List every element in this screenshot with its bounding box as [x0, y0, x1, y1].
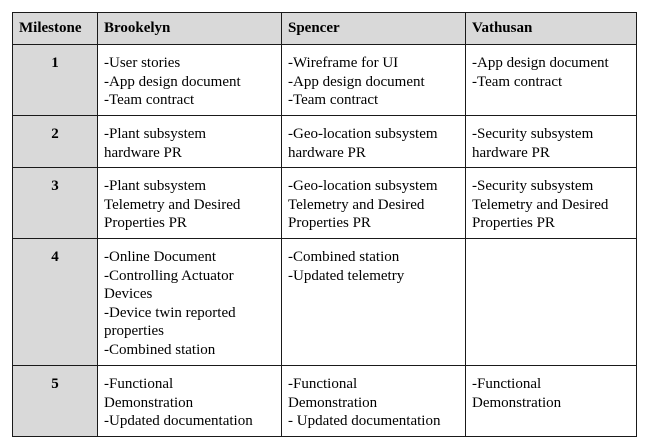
table-row [13, 239, 637, 366]
spencer-cell [282, 239, 466, 366]
spencer-tasks: -Wireframe for UI -App design document -Team contract [288, 55, 425, 108]
vathusan-cell [466, 168, 637, 239]
header-milestone: Milestone [13, 13, 98, 45]
spencer-tasks: -Geo-location subsystem hardware PR [288, 126, 438, 161]
milestone-cell [13, 366, 98, 437]
brookelyn-tasks: -User stories -App design document -Team contract [104, 55, 241, 108]
milestone-cell [13, 45, 98, 116]
vathusan-tasks: -Functional Demonstration [472, 376, 562, 411]
vathusan-cell [466, 366, 637, 437]
brookelyn-tasks: -Online Document -Controlling Actuator Devices -Device twin reported properties -Combined station [104, 249, 236, 358]
milestone-number: 5 [51, 376, 59, 392]
milestone-number: 2 [51, 126, 59, 142]
table-row [13, 116, 637, 168]
spencer-cell [282, 366, 466, 437]
brookelyn-tasks: -Plant subsystem Telemetry and Desired Properties PR [104, 178, 241, 231]
spencer-tasks: -Combined station -Updated telemetry [288, 249, 405, 284]
brookelyn-cell [98, 116, 282, 168]
brookelyn-cell [98, 239, 282, 366]
spencer-tasks: -Geo-location subsystem Telemetry and Desired Properties PR [288, 178, 438, 231]
vathusan-tasks: -Security subsystem hardware PR [472, 126, 594, 161]
brookelyn-tasks: -Functional Demonstration -Updated documentation [104, 376, 253, 429]
brookelyn-tasks: -Plant subsystem hardware PR [104, 126, 207, 161]
milestone-cell [13, 239, 98, 366]
brookelyn-cell [98, 168, 282, 239]
vathusan-cell [466, 45, 637, 116]
brookelyn-cell [98, 366, 282, 437]
milestone-table [12, 12, 637, 437]
spencer-cell [282, 45, 466, 116]
milestone-number: 1 [51, 55, 59, 71]
table-row [13, 366, 637, 437]
vathusan-cell [466, 116, 637, 168]
vathusan-tasks: -App design document -Team contract [472, 55, 609, 90]
header-vathusan: Vathusan [466, 13, 637, 45]
milestone-number: 4 [51, 249, 59, 265]
milestone-cell [13, 168, 98, 239]
spencer-tasks: -Functional Demonstration - Updated documentation [288, 376, 441, 429]
milestone-number: 3 [51, 178, 59, 194]
milestone-cell [13, 116, 98, 168]
header-spencer: Spencer [282, 13, 466, 45]
vathusan-cell [466, 239, 637, 366]
spencer-cell [282, 116, 466, 168]
table-row [13, 168, 637, 239]
header-brookelyn: Brookelyn [98, 13, 282, 45]
table-row [13, 45, 637, 116]
brookelyn-cell [98, 45, 282, 116]
header-row [13, 13, 637, 45]
vathusan-tasks [472, 239, 630, 248]
spencer-cell [282, 168, 466, 239]
vathusan-tasks: -Security subsystem Telemetry and Desired Properties PR [472, 178, 609, 231]
